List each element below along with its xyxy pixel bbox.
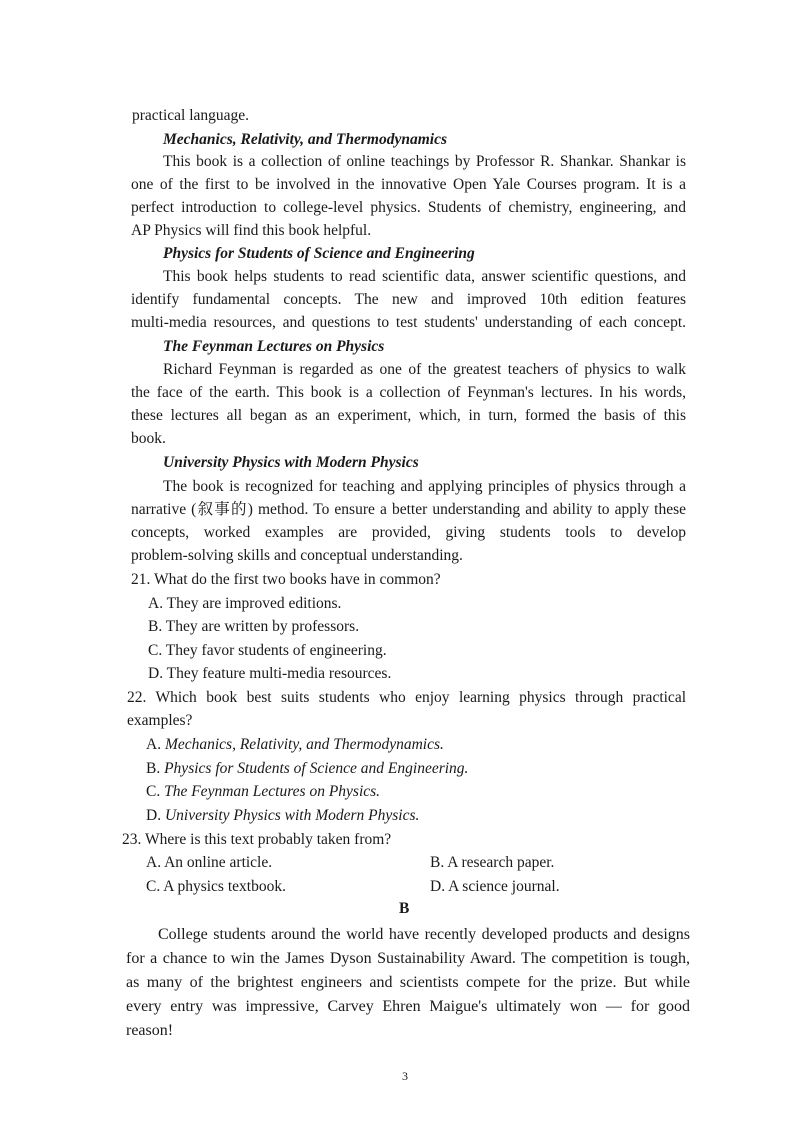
question-option: B. A research paper.: [430, 854, 555, 871]
book-text-line: narrative (叙事的) method. To ensure a better understanding and ability to apply these: [131, 501, 686, 518]
book-text-line: the face of the earth. This book is a collection of Feynman's lectures. In his words,: [131, 384, 686, 401]
question-option: A. An online article.: [146, 854, 273, 871]
question-option: B. They are written by professors.: [148, 618, 360, 635]
book-text-line: one of the first to be involved in the innovative Open Yale Courses program. It is a: [131, 176, 686, 193]
question-option: C. A physics textbook.: [146, 878, 286, 895]
book-title: The Feynman Lectures on Physics: [163, 338, 385, 355]
book-text-line: identify fundamental concepts. The new and improved 10th edition features: [131, 291, 686, 308]
book-title: University Physics with Modern Physics: [163, 454, 419, 471]
book-text-line: these lectures all began as an experiment, which, in turn, formed the basis of this: [131, 407, 686, 424]
option-text: The Feynman Lectures on Physics.: [164, 783, 381, 800]
book-text-line: This book is a collection of online teachings by Professor R. Shankar. Shankar is: [163, 153, 686, 170]
question-option: D. A science journal.: [430, 878, 560, 895]
book-text-line: concepts, worked examples are provided, giving students tools to develop: [131, 524, 686, 541]
option-letter: B.: [146, 760, 161, 777]
option-text: Mechanics, Relativity, and Thermodynamics.: [164, 736, 444, 753]
option-letter: A.: [146, 736, 162, 753]
section-heading: B: [399, 900, 410, 917]
book-text-line: book.: [131, 430, 166, 447]
passage-line: for a chance to win the James Dyson Sustainability Award. The competition is tough,: [126, 950, 690, 967]
book-text-line: problem-solving skills and conceptual understanding.: [131, 547, 463, 564]
book-text-line: This book helps students to read scientific data, answer scientific questions, and: [163, 268, 686, 285]
question-stem: 22. Which book best suits students who enjoy learning physics through practical: [127, 689, 686, 706]
passage-line: College students around the world have recently developed products and designs: [158, 926, 690, 943]
question-stem: 21. What do the first two books have in common?: [131, 571, 441, 588]
option-letter: C.: [146, 783, 161, 800]
question-stem: 23. Where is this text probably taken from?: [122, 831, 392, 848]
book-text-line: Richard Feynman is regarded as one of the greatest teachers of physics to walk: [163, 361, 686, 378]
question-option: [146, 806, 419, 826]
book-title: Mechanics, Relativity, and Thermodynamics: [163, 131, 448, 148]
intro-tail: practical language.: [132, 107, 250, 124]
question-option: [146, 735, 444, 755]
book-text-line: The book is recognized for teaching and applying principles of physics through a: [163, 478, 686, 495]
book-text-line: multi-media resources, and questions to test students' understanding of each concept.: [131, 314, 686, 331]
option-letter: D.: [146, 807, 162, 824]
question-option: A. They are improved editions.: [148, 595, 342, 612]
option-text: Physics for Students of Science and Engineering.: [164, 760, 469, 777]
page-number: 3: [402, 1069, 408, 1083]
question-stem: examples?: [127, 712, 193, 729]
option-text: University Physics with Modern Physics.: [164, 807, 420, 824]
passage-line: reason!: [126, 1022, 174, 1039]
question-option: [146, 782, 380, 802]
book-title: Physics for Students of Science and Engineering: [163, 245, 475, 262]
question-option: D. They feature multi-media resources.: [148, 665, 392, 682]
question-option: C. They favor students of engineering.: [148, 642, 387, 659]
passage-line: as many of the brightest engineers and scientists compete for the prize. But while: [126, 974, 690, 991]
passage-line: every entry was impressive, Carvey Ehren Maigue's ultimately won — for good: [126, 998, 690, 1015]
question-option: [146, 759, 468, 779]
book-text-line: AP Physics will find this book helpful.: [131, 222, 372, 239]
book-text-line: perfect introduction to college-level physics. Students of chemistry, engineering, and: [131, 199, 686, 216]
